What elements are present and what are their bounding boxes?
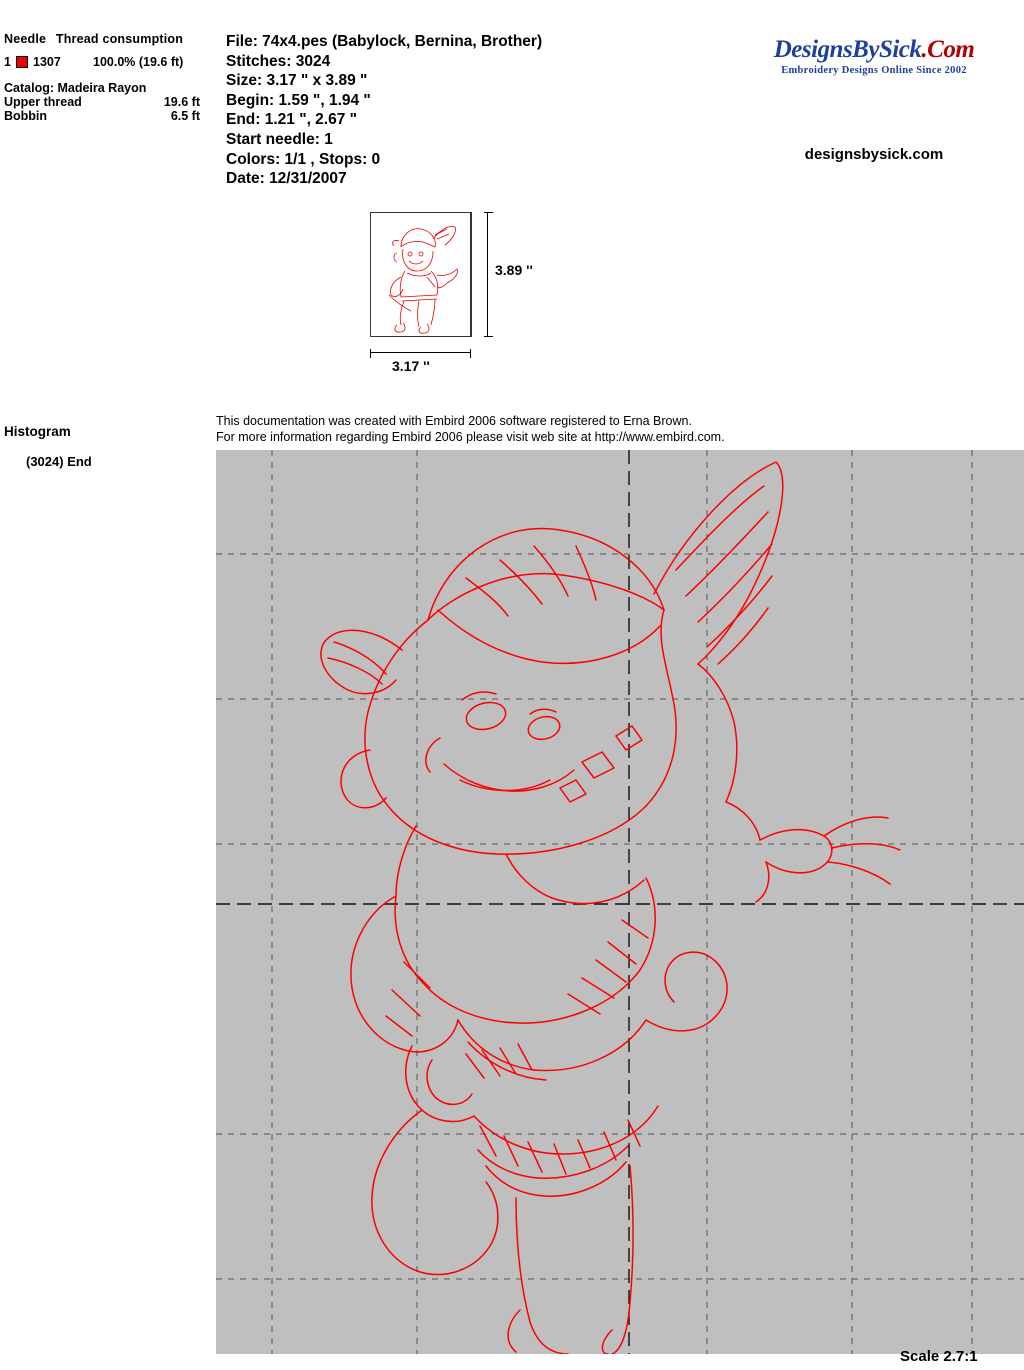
documentation-note-line-2: For more information regarding Embird 2006 please visit web site at http://www.embird.com.	[216, 429, 725, 444]
size-line: Size: 3.17 " x 3.89 "	[226, 72, 368, 90]
start-needle-line: Start needle: 1	[226, 130, 333, 148]
brand-tagline: Embroidery Designs Online Since 2002	[781, 65, 967, 76]
brand-wordmark-suffix: .Com	[921, 36, 975, 63]
design-stitch-view	[216, 450, 1024, 1354]
design-stitch-canvas	[216, 450, 1024, 1354]
file-name-line: File: 74x4.pes (Babylock, Bernina, Brother)	[226, 33, 543, 50]
file-info-panel	[226, 32, 542, 189]
design-preview-box	[370, 212, 472, 337]
design-grid	[216, 450, 1024, 1354]
needle-thread-panel	[4, 32, 216, 123]
width-dimension-label: 3.17 ''	[392, 358, 430, 374]
thread-color-swatch	[16, 56, 28, 68]
brand-wordmark-main: DesignsBySick	[773, 36, 922, 63]
bobbin-line	[4, 109, 200, 123]
thread-consumption-column-header: Thread consumption	[55, 32, 184, 46]
upper-thread-label: Upper thread	[4, 95, 82, 109]
scale-label: Scale 2.7:1	[900, 1348, 978, 1365]
colors-stops-line: Colors: 1/1 , Stops: 0	[226, 150, 381, 168]
stitches-line: Stitches: 3024	[226, 52, 331, 70]
bobbin-label: Bobbin	[4, 109, 48, 123]
histogram-end-marker: (3024) End	[26, 454, 92, 469]
date-line: Date: 12/31/2007	[226, 170, 347, 188]
documentation-note-line-1: This documentation was created with Embird 2006 software registered to Erna Brown.	[216, 414, 692, 428]
catalog-line: Catalog: Madeira Rayon	[4, 81, 147, 95]
stitch-outline-artwork	[321, 462, 900, 1354]
needle-column-header: Needle	[4, 32, 47, 46]
brand-logo[interactable]	[746, 36, 1002, 76]
thread-code: 1307	[33, 55, 61, 69]
needle-panel-header	[4, 32, 216, 46]
design-preview	[370, 212, 472, 337]
bobbin-value: 6.5 ft	[170, 109, 200, 123]
upper-thread-value: 19.6 ft	[163, 95, 200, 109]
needle-row	[4, 55, 216, 69]
begin-line: Begin: 1.59 ", 1.94 "	[226, 91, 371, 109]
needle-index: 1	[4, 55, 11, 69]
height-dimension-line	[487, 212, 488, 337]
height-dimension-label: 3.89 ''	[495, 262, 533, 278]
thread-percent: 100.0% (19.6 ft)	[93, 55, 184, 69]
width-dimension-line	[370, 352, 471, 353]
design-preview-thumbnail	[371, 213, 471, 336]
documentation-note	[216, 414, 725, 445]
brand-wordmark	[746, 36, 1002, 64]
preview-right-guide	[470, 212, 471, 337]
histogram-title: Histogram	[4, 424, 71, 439]
design-center-axes	[216, 450, 1024, 1354]
site-url[interactable]: designsbysick.com	[804, 146, 944, 163]
end-line: End: 1.21 ", 2.67 "	[226, 111, 358, 129]
upper-thread-line	[4, 95, 200, 109]
